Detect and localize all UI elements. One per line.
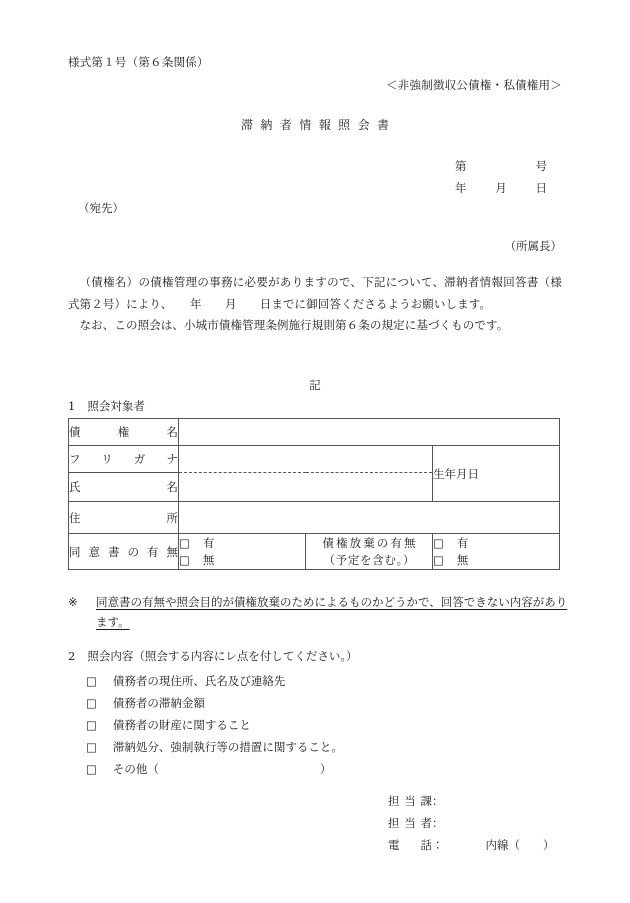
inquiry-option-label: 債務者の財産に関すること	[112, 718, 251, 732]
inquiry-option-label: 滞納処分、強制執行等の措置に関すること。	[112, 740, 343, 754]
year-label: 年	[455, 181, 467, 195]
day-label: 日	[535, 181, 547, 195]
checkbox-icon[interactable]: □	[86, 718, 97, 732]
body-paragraph-1: （債権名）の債権管理の事務に必要がありますので、下記について、滞納者情報回答書（様式第２号）により、 年 月 日までに御回答くださるようお願いします。	[68, 275, 562, 311]
person-label: 担当者	[388, 816, 432, 830]
checkbox-icon[interactable]: □	[86, 696, 97, 710]
inquiry-options-list	[86, 670, 343, 780]
waiver-option-yes-label: 有	[456, 535, 469, 550]
inquiry-option-label: 債務者の滞納金額	[112, 696, 205, 710]
table-row-furigana	[69, 446, 560, 473]
note-text-wrap	[96, 592, 568, 633]
claim-name-label: 債権名	[69, 425, 178, 439]
contact-person-row	[388, 812, 555, 834]
checkbox-icon[interactable]: □	[433, 535, 444, 550]
note-marker: ※	[68, 595, 78, 609]
category-tag: ＜非強制徴収公債権・私債権用＞	[386, 78, 562, 92]
kichou-marker: 記	[309, 378, 321, 392]
dob-label: 生年月日	[433, 466, 479, 481]
address-label: 住所	[69, 510, 178, 525]
checkbox-icon[interactable]: □	[86, 674, 97, 688]
checkbox-icon[interactable]: □	[86, 740, 97, 754]
subject-info-table	[68, 418, 560, 570]
number-label: 第	[455, 159, 467, 173]
table-note	[68, 592, 568, 633]
page-title: 滞納者情報照会書	[240, 118, 397, 132]
list-item[interactable]	[86, 736, 343, 758]
checkbox-icon[interactable]: □	[179, 535, 190, 550]
department-label: 担当課	[388, 794, 432, 808]
name-value-cell[interactable]	[179, 473, 433, 502]
phone-label: 電話	[388, 838, 432, 852]
separator: ：	[432, 838, 444, 852]
furigana-label: フリガナ	[69, 452, 178, 466]
table-row-consent	[69, 534, 560, 570]
section1-title: 照会対象者	[87, 399, 145, 413]
document-number-line	[455, 158, 547, 174]
table-row-claim-name	[69, 419, 560, 446]
claim-name-value-cell[interactable]	[179, 419, 560, 446]
issuer-label: （所属長）	[504, 239, 562, 253]
claim-name-label-cell	[69, 419, 179, 446]
furigana-value-cell[interactable]	[179, 446, 433, 473]
body-text	[68, 272, 562, 337]
waiver-option-no-label: 無	[456, 552, 469, 567]
list-item[interactable]	[86, 670, 343, 692]
section2-number: 2	[68, 649, 76, 663]
table-row-address	[69, 502, 560, 534]
document-date-line	[455, 180, 547, 196]
month-label: 月	[495, 181, 507, 195]
addressee-label: （宛先）	[78, 201, 124, 215]
list-item[interactable]	[86, 714, 343, 736]
note-text: 同意書の有無や照会目的が債権放棄のためによるものかどうかで、回答できない内容があります。	[96, 595, 568, 630]
contact-department-row	[388, 790, 555, 812]
consent-option-no-label: 無	[202, 552, 215, 567]
waiver-option-no[interactable]	[433, 552, 559, 569]
consent-option-no[interactable]	[179, 552, 305, 569]
extension-label: 内線（ ）	[485, 838, 555, 852]
section1-heading	[68, 398, 145, 414]
consent-option-yes[interactable]	[179, 535, 305, 552]
contact-phone-row	[388, 834, 555, 856]
separator: ：	[432, 816, 444, 830]
waiver-options-cell	[433, 534, 560, 570]
consent-options-cell	[179, 534, 306, 570]
consent-label: 同意書の有無	[69, 544, 178, 559]
checkbox-icon[interactable]: □	[86, 762, 97, 776]
list-item[interactable]	[86, 758, 343, 780]
number-unit: 号	[535, 159, 547, 173]
consent-label-cell	[69, 534, 179, 570]
inquiry-option-label: 債務者の現住所、氏名及び連絡先	[112, 674, 286, 688]
inquiry-option-label: その他（ ）	[112, 762, 332, 776]
name-label: 氏名	[69, 480, 178, 494]
dob-cell[interactable]	[433, 446, 560, 502]
section2-heading	[68, 648, 358, 664]
list-item[interactable]	[86, 692, 343, 714]
name-label-cell	[69, 473, 179, 502]
form-number: 様式第１号（第６条関係）	[68, 55, 209, 69]
waiver-label-line1: 債権放棄の有無	[322, 535, 418, 550]
address-label-cell	[69, 502, 179, 534]
checkbox-icon[interactable]: □	[433, 552, 444, 567]
address-value-cell[interactable]	[179, 502, 560, 534]
checkbox-icon[interactable]: □	[179, 552, 190, 567]
waiver-label-cell	[306, 534, 433, 570]
separator: ：	[432, 794, 444, 808]
body-paragraph-2: なお、この照会は、小城市債権管理条例施行規則第６条の規定に基づくものです。	[79, 318, 509, 333]
section1-number: 1	[68, 399, 76, 413]
waiver-option-yes[interactable]	[433, 535, 559, 552]
contact-block	[388, 790, 555, 856]
section2-title: 照会内容（照会する内容にレ点を付してください。）	[87, 649, 358, 663]
waiver-label-line2: （予定を含む。）	[323, 552, 416, 567]
consent-option-yes-label: 有	[202, 535, 215, 550]
furigana-label-cell	[69, 446, 179, 473]
